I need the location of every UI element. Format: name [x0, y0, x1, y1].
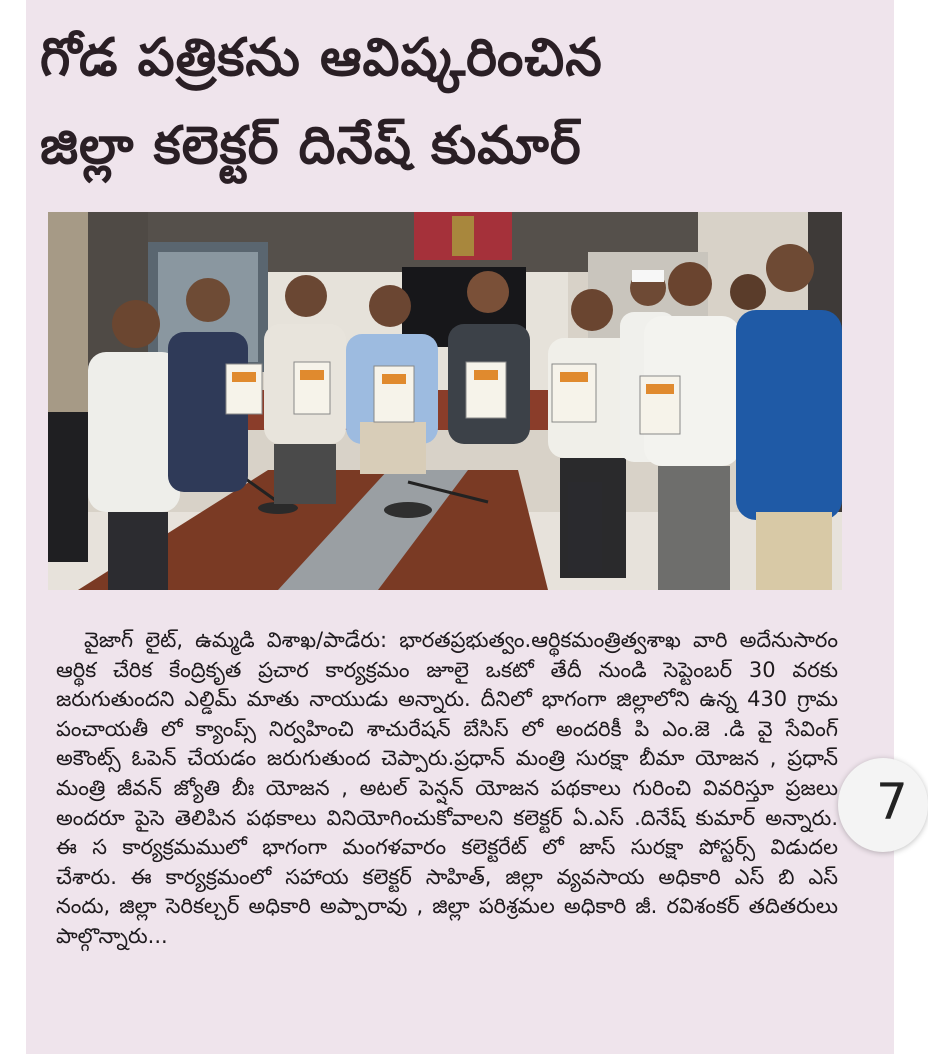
photo-illustration — [48, 212, 842, 590]
headline — [40, 14, 840, 190]
page-number: 7 — [876, 773, 908, 831]
headline-line-1: గోడ పత్రికను ఆవిష్కరించిన — [40, 28, 603, 88]
article-body: వైజాగ్ లైట్, ఉమ్మడి విశాఖ/పాడేరు: భారతప్రభుత్వం.ఆర్థికమంత్రిత్వశాఖ వారి అదేనుసారం ఆర్థిక చేరిక కేంద్రికృత ప్రచార కార్యక్రమం జూలై ఒకటో తేదీ నుండి సెప్టెంబర్ 30 వరకు జరుగుతుందని ఎల్డిమ్ మాతు నాయుడు అన్నారు. దీనిలో భాగంగా జిల్లాలోని ఉన్న 430 గ్రామ పంచాయతీ లో క్యాంప్స్ నిర్వహించి శాచురేషన్ బేసిస్ లో అందరికీ పి ఎం.జె .డి వై సేవింగ్ అకౌంట్స్ ఓపెన్ చేయడం జరుగుతుంద చెప్పారు.ప్రధాన్ మంత్రి సురక్షా బీమా యోజన , ప్రధాన్ మంత్రి జీవన్ జ్యోతి బీః యోజన , అటల్ పెన్షన్ యోజన పథకాలు గురించి వివరిస్తూ ప్రజలు అందరూ పైసె తెలిపిన పథకాలు వినియోగించుకోవాలని కలెక్టర్ ఏ.ఎస్ .దినేష్ కుమార్ అన్నారు. ఈ స కార్యక్రమములో భాగంగా మంగళవారం కలెక్టరేట్ లో జాస్ సురక్షా పోస్టర్స్ విడుదల చేశారు. ఈ కార్యక్రమంలో సహాయ కలెక్టర్ సాహిత్, జిల్లా వ్యవసాయ అధికారి ఎస్ బి ఎస్ నందు, జిల్లా సెరికల్చర్ అధికారి అప్పారావు , జిల్లా పరిశ్రమల అధికారి జీ. రవిశంకర్ తదితరులు పాల్గొన్నారు... — [56, 628, 838, 948]
news-photo — [48, 212, 842, 590]
headline-line-2: జిల్లా కలెక్టర్ దినేష్ కుమార్ — [40, 116, 582, 176]
page-number-badge — [838, 758, 928, 852]
